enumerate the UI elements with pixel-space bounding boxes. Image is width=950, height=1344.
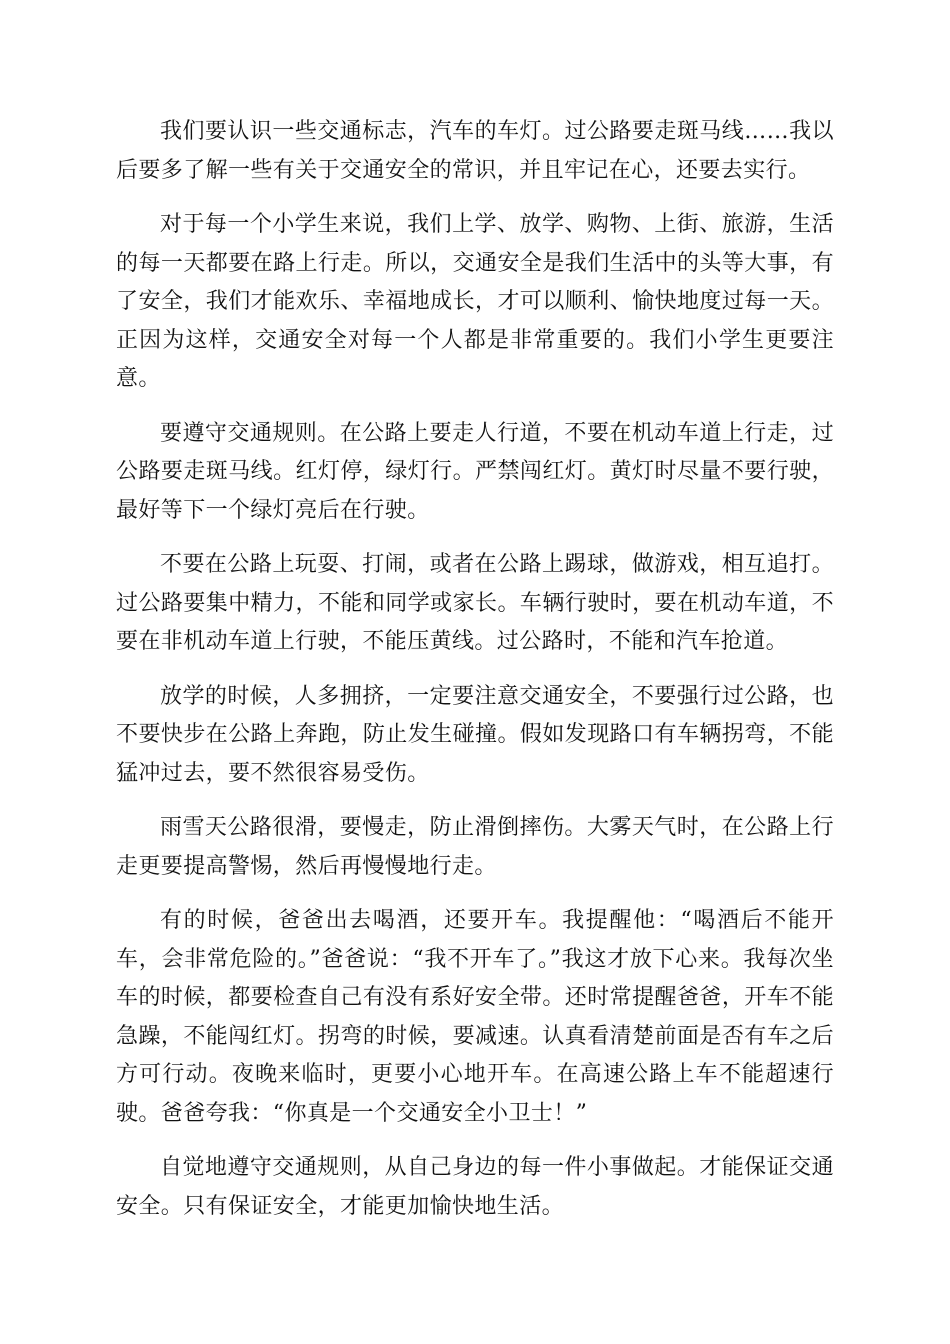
document-body xyxy=(116,113,834,1242)
paragraph-6: 雨雪天公路很滑，要慢走，防止滑倒摔伤。大雾天气时，在公路上行走更要提高警惕，然后再慢慢地行走。 xyxy=(116,815,834,879)
paragraph-5: 放学的时候，人多拥挤，一定要注意交通安全，不要强行过公路，也不要快步在公路上奔跑，防止发生碰撞。假如发现路口有车辆拐弯，不能猛冲过去，要不然很容易受伤。 xyxy=(116,683,834,786)
paragraph-7: 有的时候，爸爸出去喝酒，还要开车。我提醒他：“喝酒后不能开车，会非常危险的。”爸爸说：“我不开车了。”我这才放下心来。我每次坐车的时候，都要检查自己有没有系好安全带。还时常提醒爸爸，开车不能急躁，不能闯红灯。拐弯的时候，要减速。认真看清楚前面是否有车之后方可行动。夜晚来临时，更要小心地开车。在高速公路上车不能超速行驶。爸爸夸我：“你真是一个交通安全小卫士！” xyxy=(116,908,834,1126)
paragraph-2: 对于每一个小学生来说，我们上学、放学、购物、上街、旅游，生活的每一天都要在路上行走。所以，交通安全是我们生活中的头等大事，有了安全，我们才能欢乐、幸福地成长，才可以顺利、愉快地度过每一天。正因为这样，交通安全对每一个人都是非常重要的。我们小学生更要注意。 xyxy=(116,212,834,391)
paragraph-1: 我们要认识一些交通标志，汽车的车灯。过公路要走斑马线……我以后要多了解一些有关于交通安全的常识，并且牢记在心，还要去实行。 xyxy=(116,119,834,183)
paragraph-3: 要遵守交通规则。在公路上要走人行道，不要在机动车道上行走，过公路要走斑马线。红灯停，绿灯行。严禁闯红灯。黄灯时尽量不要行驶，最好等下一个绿灯亮后在行驶。 xyxy=(116,420,834,523)
paragraph-8: 自觉地遵守交通规则，从自己身边的每一件小事做起。才能保证交通安全。只有保证安全，才能更加愉快地生活。 xyxy=(116,1155,834,1219)
paragraph-4: 不要在公路上玩耍、打闹，或者在公路上踢球，做游戏，相互追打。过公路要集中精力，不能和同学或家长。车辆行驶时，要在机动车道，不要在非机动车道上行驶，不能压黄线。过公路时，不能和汽车抢道。 xyxy=(116,552,834,654)
